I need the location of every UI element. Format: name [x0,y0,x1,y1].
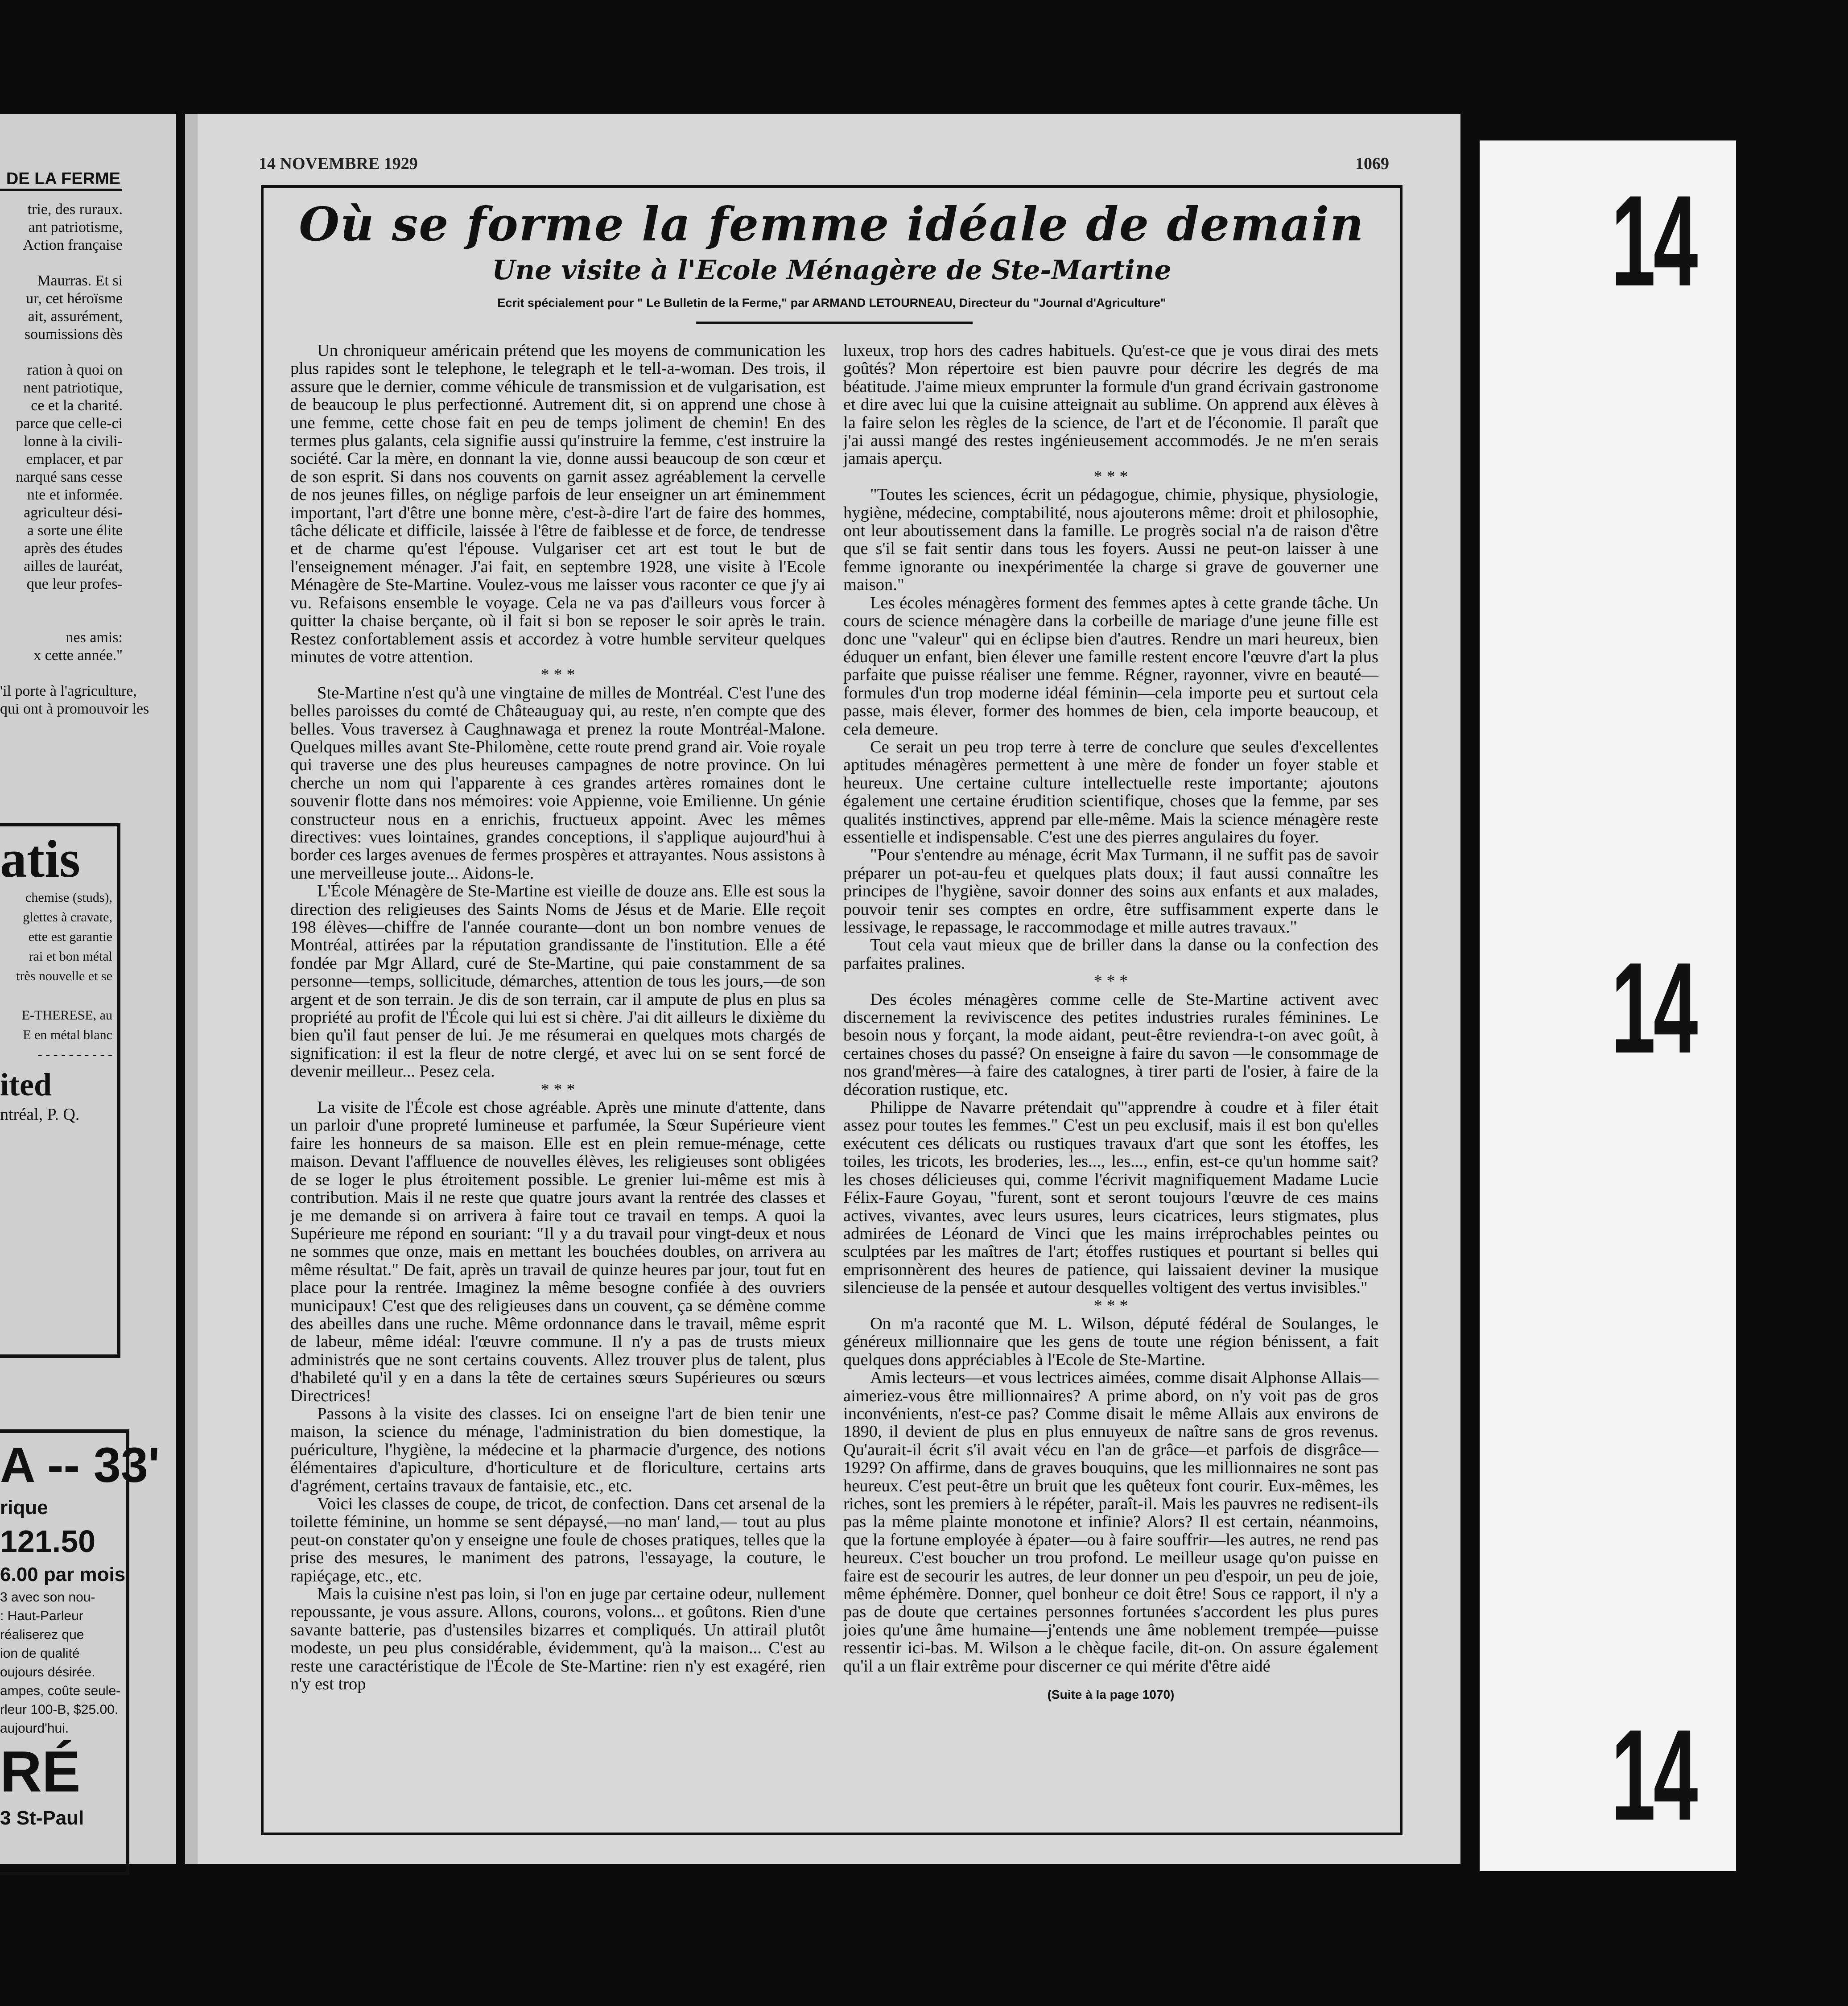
text-line: que leur profes- [26,576,123,592]
text-line: rai et bon métal [29,949,112,964]
text-line: ce et la charité. [31,397,123,414]
text-line: nes amis: [66,629,123,646]
section-separator: * * * [540,665,575,685]
text-line: ailles de lauréat, [24,558,123,574]
article-column-left [290,342,825,1693]
page-gutter [185,114,198,1864]
text-line [0,254,123,272]
text-line: 3 avec son nou- [0,1590,95,1605]
text-line: emplacer, et par [26,451,123,467]
article-paragraph: Voici les classes de coupe, de tricot, de confection. Dans cet arsenal de la toilette féminine, un homme se sent dépaysé,—no man' land,— tout au plus peut-on constater qu'on y enseigne une foule de choses pratiques, telles que la prise des mesures, le maniment des patrons, l'essayage, la couture, le rapiéçage, etc., etc. [290,1494,825,1585]
text-line: rleur 100-B, $25.00. [0,1702,119,1717]
radio-line: rique [0,1497,48,1519]
page-header [259,154,1389,181]
radio-brand: RÉ [0,1739,81,1804]
title-rule [696,322,973,324]
radio-address: 3 St-Paul [0,1807,84,1829]
article-paragraph: Amis lecteurs—et vous lectrices aimées, comme disait Alphonse Allais— aimeriez-vous être millionnaires? A prime abord, on n'y voit pas de gros inconvénients, n'est-ce pas? Comme disait le même Allais aux environs de 1890, il devient de plus en plus ennuyeux de naître sans de gros revenus. Qu'aurait-il écrit s'il avait vécu en l'an de grâce—et parfois de disgrâce—1929? On affirme, dans de graves bouquins, que les millionnaires ne sont pas heureux. C'est peut-être un bruit que les quêteux font courir. Eux-mêmes, les riches, sont les premiers à le répéter, paraît-il. Mais les pauvres ne redisent-ils pas la même plainte monotone et infinie? Alors? Il est certain, néanmoins, que la fortune employée à épater—ou à faire souffrir—les autres, ne rend pas heureux. C'est boucher un trou profond. Le meilleur usage qu'on puisse en faire est de secourir les autres, de leur donner un peu d'espoir, un peu de joie, même éphémère. Donner, quel bonheur ce doit être! Sous ce rapport, il n'y a pas de doute que certaines personnes fortunées s'accordent les plus pures joies qu'une âme humaine—j'entends une âme noblement trempée—puisse ressentir ici-bas. M. Wilson a le chèque facile, dit-on. On assure également qu'il a un flair extrême pour discerner ce qui mérite d'être aidé [843,1368,1378,1676]
text-line [0,986,112,1006]
article-paragraph: La visite de l'École est chose agréable. Après une minute d'attente, dans un parloir d'une propreté lumineuse et parfumée, la Sœur Supérieure vient faire les honneurs de sa maison. Elle est en plein remue-ménage, cette maison. Devant l'affluence de nouvelles élèves, les religieuses sont obligées de se loger le plus étroitement possible. Le grenier lui-même est mis à contribution. Mais il ne reste que quatre jours avant la rentrée des classes et je me demande si on arrivera à faire tout ce travail en temps. A quoi la Supérieure me répond en souriant: "Il y a du travail pour vingt-deux et nous ne sommes que onze, mais en mettant les bouchées doubles, on arrivera au même résultat." De fait, après un travail de quinze heures par jour, tout fut en place pour la rentrée. Imaginez la même besogne confiée à des ouvriers municipaux! C'est que des religieuses dans un couvent, ça se démène comme des abeilles dans une ruche. Même ordonnance dans le travail, même esprit de labeur, même idéal: l'œuvre commune. Il n'y a pas de trusts mieux administrés que ne sont certains couvents. Allez trouver plus de talent, plus d'habileté qu'il y en a dans la tête de certaines sœurs Supérieures ou sœurs Directrices! [290,1098,825,1405]
text-line: Maurras. Et si [37,272,123,289]
advertisement-text [0,888,112,1065]
magazine-page [185,114,1460,1864]
text-line [0,593,123,611]
article-paragraph: Tout cela vaut mieux que de briller dans la danse ou la confection des parfaites pralines. [843,936,1378,973]
radio-monthly: 6.00 par mois [0,1564,126,1585]
previous-page-strip [0,114,176,1864]
text-line: - - - - - - - - - - [37,1047,112,1062]
section-separator: * * * [1093,972,1128,991]
advertisement-company: ited [0,1067,52,1102]
page-marker: 14 [1611,936,1696,1080]
continued-note: (Suite à la page 1070) [1047,1688,1175,1702]
scan-marker-panel [1480,140,1736,1871]
text-line: après des études [24,540,123,557]
text-line: ampes, coûte seule- [0,1684,121,1698]
article-paragraph: Philippe de Navarre prétendait qu'"apprendre à coudre et à filer était assez pour toutes les femmes." C'est un peu exclusif, mais il est bon qu'elles exécutent ces délicats ou rustiques travaux d'art que sont les étoffes, les toiles, les tricots, les broderies, les..., les..., enfin, est-ce qu'un homme sait? les choses délicieuses qui, comme l'écrivit magnifiquement Madame Lucie Félix-Faure Goyau, "furent, sont et seront toujours l'œuvre de ces mains actives, vivantes, avec leurs usures, leurs cicatrices, leurs stigmates, plus admirées de Léonard de Vinci que les mains irréprochables peintes ou sculptées par les maîtres de l'art; étoffes rustiques et pourtant si belles qui emprisonnèrent des heures de patience, qui laissaient deviner la musique silencieuse de la pensée et autour desquelles voltigent des vertus invisibles." [843,1098,1378,1297]
text-line: parce que celle-ci [16,415,123,432]
text-line: ration à quoi on [27,362,123,378]
text-line: oujours désirée. [0,1665,95,1680]
advertisement-box [0,823,120,1358]
text-line: nent patriotique, [23,380,123,396]
text-line: x cette année." [33,647,123,664]
article-paragraph: On m'a raconté que M. L. Wilson, député fédéral de Soulanges, le généreux millionnaire que les gens de toute une région bénissent, a fait quelques dons appréciables à l'Ecole de Ste-Martine. [843,1314,1378,1369]
page-date: 14 NOVEMBRE 1929 [259,154,418,173]
text-line: 'il porte à l'agriculture, [0,683,137,699]
previous-page-text [0,201,149,718]
text-line: soumissions dès [24,326,123,343]
radio-text [0,1588,121,1738]
article-paragraph: Les écoles ménagères forment des femmes aptes à cette grande tâche. Un cours de science ménagère dans la corbeille de mariage d'une jeune fille est donc une "valeur" qui en éclipse bien d'autres. Rendre un mari heureux, bien éduquer un enfant, bien élever une famille restent encore l'œuvre d'art la plus parfaite que puisse réaliser une femme. Régner, rayonner, vivre en beauté—formules d'un trop moderne idéal féminin—cela importe peu et surtout cela passe, mais élever, former des hommes de bien, cela importe beaucoup, et cela demeure. [843,593,1378,739]
article-column-right [843,342,1378,1704]
text-line: très nouvelle et se [16,969,112,983]
article-paragraph: Ste-Martine n'est qu'à une vingtaine de milles de Montréal. C'est l'une des belles paroisses du comté de Châteauguay qui, au reste, n'en compte que des belles. Vous traversez à Caughnawaga et prenez la route Montréal-Malone. Quelques milles avant Ste-Philomène, cette route prend grand air. Voie royale qui traverse une des plus heureuses campagnes de notre province. On lui cherche un nom qui l'apparente à ces grandes artères romaines dont le souvenir flotte dans nos mémoires: voie Appienne, voie Emilienne. Un génie constructeur nous en a enrichis, fructueux appoint. Avec les mêmes directives: vues lointaines, grandes conceptions, il s'applique aujourd'hui à border ces larges avenues de fermes prospères et attrayantes. Nous assistons à une merveilleuse joute... Aidons-le. [290,683,825,883]
text-line: aujourd'hui. [0,1721,69,1736]
text-line: glettes à cravate, [23,910,112,925]
article-paragraph: Mais la cuisine n'est pas loin, si l'on en juge par certaine odeur, nullement repoussante, je vous assure. Allons, courons, volons... et goûtons. Rien d'une savante batterie, pas d'ustensiles bizarres et compliqués. Un attirail plutôt modeste, un peu plus considérable, évidemment, qu'à la maison... C'est au reste une caractéristique de l'École de Ste-Martine: rien n'y est exagéré, rien n'y est trop [290,1585,825,1694]
article-paragraph: "Toutes les sciences, écrit un pédagogue, chimie, physique, physiologie, hygiène, médecine, comptabilité, nous ajouterons même: droit et philosophie, ont leur aboutissement dans la famille. Le progrès social n'a de raison d'être que s'il se fait sentir dans tous les foyers. Aussi ne peut-on laisser à une femme ignorante ou inexpérimentée la charge si grave de gouverner une maison." [843,485,1378,594]
text-line: chemise (studs), [25,890,112,905]
article-paragraph: Ce serait un peu trop terre à terre de conclure que seules d'excellentes aptitudes ménagères permettent à une mère de fonder un foyer stable et heureux. Une certaine culture intellectuelle reste importante; ajoutons également une certaine érudition scientifique, choses que la femme, par ses qualités instinctives, apprend par elle-même. Mais la science ménagère reste essentielle et indispensable. C'est une des pierres angulaires du foyer. [843,737,1378,846]
article-paragraph: Des écoles ménagères comme celle de Ste-Martine activent avec discernement la reviviscence des petites industries rurales féminines. Le besoin nous y forçant, la mode aidant, peut-être reviendra-t-on avec goût, à certaines choses du passé? On enseigne à faire du savon —le consommage de nos grand'mères—à faire des catalognes, à tirer parti de l'osier, à faire de la décoration rustique, etc. [843,990,1378,1099]
article-subheadline: Une visite à l'Ecole Ménagère de Ste-Martine [492,255,1172,286]
article-paragraph: L'École Ménagère de Ste-Martine est vieille de douze ans. Elle est sous la direction des religieuses des Saints Noms de Jésus et de Marie. Elle reçoit 198 élèves—chiffre de l'année courante—dont un bon nombre venues de Montréal, attirées par la réputation grandissante de l'institution. Elle a été fondée par Mgr Allard, curé de Ste-Martine, qui paie constamment de sa personne—temps, sollicitude, démarches, attention de tous les jours,—de son argent et de son terrain. Je dis de son terrain, car il ampute de plus en plus sa propriété au profit de l'École qui lui est si chère. J'ai dit ailleurs le dixième du bien qu'il faut penser de lui. Je me résumerai en quelques mots chargés de signification: il est la fleur de notre clergé, et avec lui on se sent forcé de devenir meilleur... Pesez cela. [290,882,825,1081]
article-frame [261,185,1402,1835]
previous-page-header: DE LA FERME [0,169,122,191]
text-line: E en métal blanc [23,1028,112,1042]
page-number: 1069 [1355,154,1389,173]
text-line: ant patriotisme, [28,219,123,235]
radio-price: 121.50 [0,1524,96,1559]
advertisement-city: ntréal, P. Q. [0,1105,80,1124]
radio-advertisement-box [0,1429,160,1875]
page-marker: 14 [1611,1703,1696,1847]
article-byline: Ecrit spécialement pour " Le Bulletin de la Ferme," par ARMAND LETOURNEAU, Directeur du "Journal d'Agriculture" [497,296,1166,310]
text-line: : Haut-Parleur [0,1609,83,1623]
article-paragraph: Passons à la visite des classes. Ici on enseigne l'art de bien tenir une maison, la science du ménage, l'administration du bien domestique, la puériculture, l'hygiène, la médecine et la pharmacie d'urgence, des notions élémentaires d'apiculture, d'horticulture et de floriculture, certains arts d'agrément, certains travaux de fantaisie, etc., etc. [290,1404,825,1495]
section-separator: * * * [1093,467,1128,486]
text-line: Action française [23,237,123,253]
text-line: lonne à la civili- [24,433,123,450]
radio-model: A -- 33' [0,1438,160,1493]
article-paragraph: luxeux, trop hors des cadres habituels. Qu'est-ce que je vous dirai des mets goûtés? Mon répertoire est bien pauvre pour décrire les degrés de ma béatitude. J'aime mieux emprunter la formule d'un grand écrivain gastronome et dire avec lui que la cuisine atteignait au sublime. On apprend aux élèves à la faire selon les règles de la science, de l'art et de l'économie. Il paraît que j'ai aussi mangé des restes ingénieusement accommodés. Je ne m'en serais jamais aperçu. [843,341,1378,468]
text-line: ette est garantie [28,929,112,944]
text-line: agriculteur dési- [24,504,123,521]
text-line: ur, cet héroïsme [26,290,123,307]
text-line: E-THERESE, au [21,1008,112,1023]
text-line: qui ont à promouvoir les [0,701,149,717]
text-line: réaliserez que [0,1627,84,1642]
advertisement-title: atis [0,829,80,888]
text-line: narqué sans cesse [16,469,123,485]
page-marker: 14 [1611,169,1696,313]
text-line [0,665,123,682]
text-line: ion de qualité [0,1646,80,1661]
article-paragraph: Un chroniqueur américain prétend que les moyens de communication les plus rapides sont le telephone, le telegraph et le tell-a-woman. Des trois, il assure que le dernier, comme véhicule de transmission et de vulgarisation, est de beaucoup le plus perfectionné. Autrement dit, si on apprend une chose à une femme, cette chose fait en peu de temps joliment de chemin! En des termes plus galants, cela signifie aussi qu'instruire la femme, c'est instruire la société. Car la mère, en donnant la vie, donne aussi beaucoup de son cœur et de son esprit. Si dans nos couvents on garnit assez agréablement la cervelle de nos jeunes filles, on néglige parfois de leur enseigner un art éminemment important, l'art d'être une bonne mère, c'est-à-dire l'art de faire des hommes, tâche délicate et difficile, laissée à l'être de faiblesse et de force, de tendresse et de charme qu'est l'épouse. Vulgariser cet art est tout le but de l'enseignement ménager. J'ai fait, en septembre 1928, une visite à l'Ecole Ménagère de Ste-Martine. Voulez-vous me laisser vous raconter ce que j'y ai vu. Refaisons ensemble le voyage. Cela ne va pas d'ailleurs vous forcer à quitter la chaise berçante, où il fait si bon se reposer le soir après le train. Restez confortablement assis et accordez à votre humble serviteur quelques minutes de votre attention. [290,341,825,666]
text-line [0,611,123,629]
article-headline: Où se forme la femme idéale de demain [299,197,1365,252]
article-paragraph: "Pour s'entendre au ménage, écrit Max Turmann, il ne suffit pas de savoir préparer un pot-au-feu et quelques plats doux; il faut aussi connaître les principes de l'hygiène, savoir donner des soins aux enfants et aux malades, pouvoir tenir ses comptes en ordre, être suffisamment experte dans le lessivage, le repassage, le raccommodage et mille autres travaux." [843,846,1378,937]
text-line: ait, assurément, [28,308,123,325]
section-separator: * * * [540,1080,575,1099]
text-line: a sorte une élite [27,522,123,539]
section-separator: * * * [1093,1296,1128,1315]
text-line: nte et informée. [27,487,123,503]
text-line: trie, des ruraux. [27,201,123,218]
text-line [0,343,123,361]
